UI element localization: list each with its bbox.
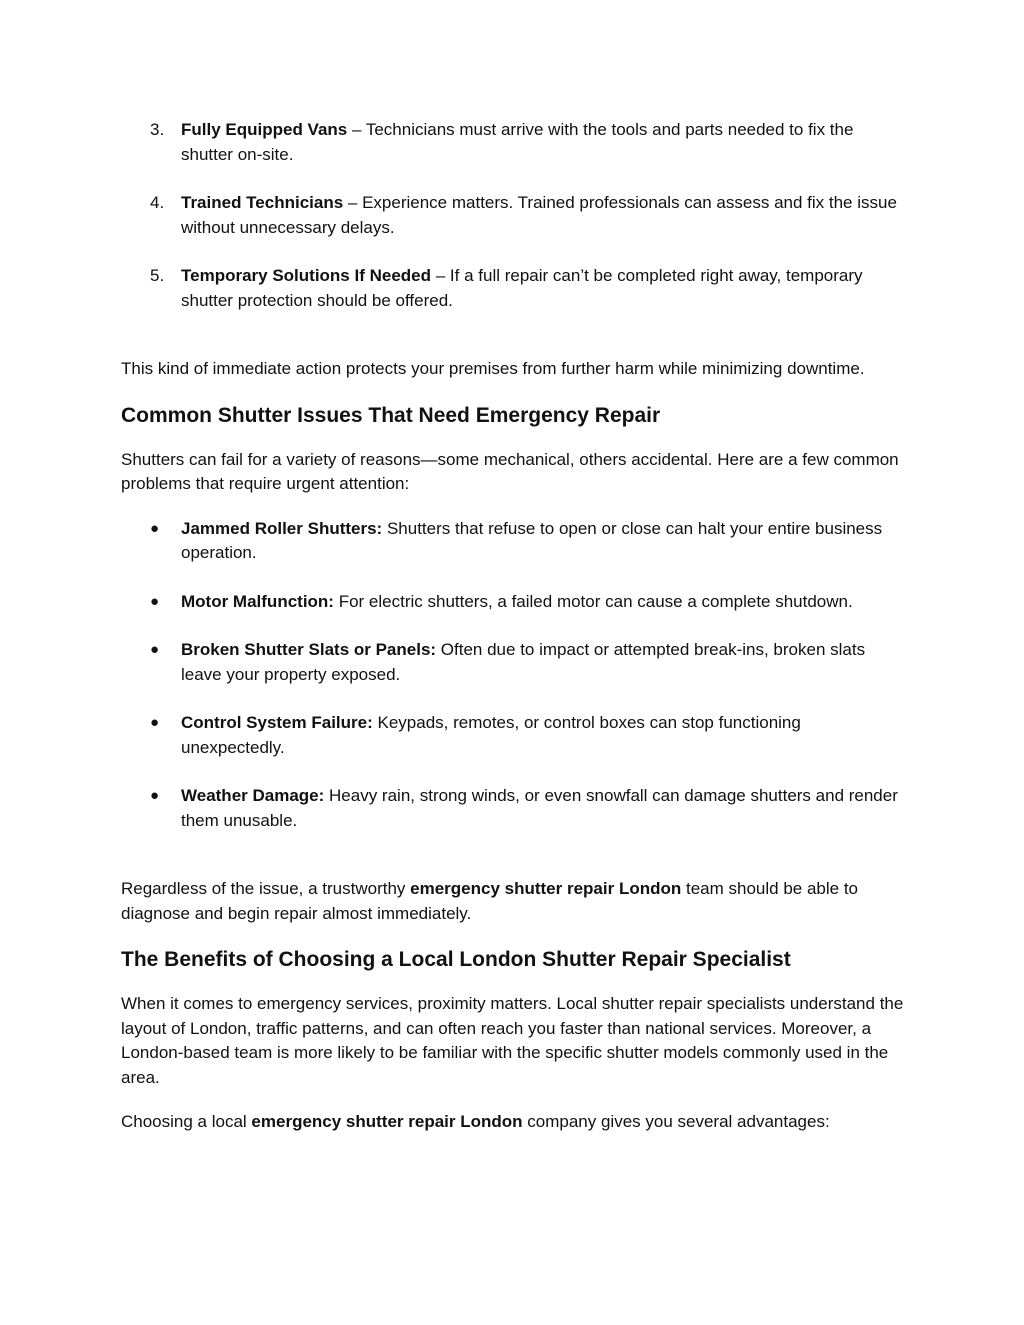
list-item-title: Temporary Solutions If Needed: [181, 266, 432, 285]
keyword-emphasis: emergency shutter repair London: [251, 1112, 523, 1131]
list-item-text: – If a full repair can’t be completed right away, temporary shutter protection should be offered.: [181, 266, 863, 310]
numbered-list-item: [121, 191, 906, 240]
list-number: 4.: [150, 193, 165, 212]
paragraph-immediate-action: This kind of immediate action protects your premises from further harm while minimizing downtime.: [121, 359, 865, 378]
paragraph-text: team should be able to diagnose and begin repair almost immediately.: [121, 879, 858, 923]
paragraph-choosing-local: [121, 1110, 906, 1135]
heading-benefits: The Benefits of Choosing a Local London Shutter Repair Specialist: [121, 948, 791, 971]
bullet-item-text: Heavy rain, strong winds, or even snowfall can damage shutters and render them unusable.: [181, 786, 898, 830]
paragraph-text: Choosing a local: [121, 1112, 252, 1131]
list-item-title: Fully Equipped Vans: [181, 120, 348, 139]
paragraph-regardless: [121, 877, 906, 926]
list-item-text: – Technicians must arrive with the tools and parts needed to fix the shutter on-site.: [181, 120, 854, 164]
bullet-item-text: Often due to impact or attempted break-ins, broken slats leave your property exposed.: [181, 640, 866, 684]
heading-common-issues: Common Shutter Issues That Need Emergency Repair: [121, 403, 661, 427]
list-item-title: Trained Technicians: [181, 193, 344, 212]
bullet-item-title: Motor Malfunction:: [181, 591, 334, 611]
list-item-text: – Experience matters. Trained professionals can assess and fix the issue without unnecessary delays.: [181, 193, 897, 237]
bullet-item-title: Control System Failure:: [181, 713, 373, 732]
bullet-list-item: [121, 711, 906, 760]
document-page: [121, 118, 906, 1135]
numbered-list-item: [121, 264, 906, 313]
bullet-icon: ●: [150, 641, 160, 658]
bullet-icon: ●: [150, 519, 160, 537]
keyword-emphasis: emergency shutter repair London: [410, 879, 682, 898]
numbered-list: [121, 118, 906, 313]
bullet-item-text: Shutters that refuse to open or close can halt your entire business operation.: [181, 518, 883, 562]
numbered-list-item: [121, 118, 906, 167]
bullet-item-text: Keypads, remotes, or control boxes can stop functioning unexpectedly.: [181, 713, 801, 757]
list-number: 5.: [150, 266, 165, 285]
bullet-icon: ●: [150, 714, 160, 731]
bullet-item-text: For electric shutters, a failed motor can cause a complete shutdown.: [333, 591, 853, 611]
bullet-icon: ●: [150, 787, 160, 804]
paragraph-text: Regardless of the issue, a trustworthy: [121, 879, 411, 898]
list-number: 3.: [150, 120, 165, 139]
bullet-icon: ●: [150, 592, 160, 610]
bullet-item-title: Weather Damage:: [181, 786, 325, 805]
bullet-item-title: Jammed Roller Shutters:: [181, 518, 383, 538]
paragraph-common-issues: Shutters can fail for a variety of reasons—some mechanical, others accidental. Here are a few common problems that require urgent attention:: [121, 449, 899, 493]
bullet-list-item: [121, 590, 906, 615]
bullet-list-item: [121, 517, 906, 566]
bullet-item-title: Broken Shutter Slats or Panels:: [181, 640, 437, 659]
paragraph-text: company gives you several advantages:: [522, 1112, 830, 1131]
bullet-list-item: [121, 638, 906, 687]
paragraph-benefits: When it comes to emergency services, proximity matters. Local shutter repair specialists understand the layout of London, traffic patterns, and can often reach you faster than national services. Moreover, a London-based team is more likely to be familiar with the specific shutter models commonly used in the area.: [121, 994, 904, 1087]
bullet-list: [121, 517, 906, 834]
bullet-list-item: [121, 784, 906, 833]
